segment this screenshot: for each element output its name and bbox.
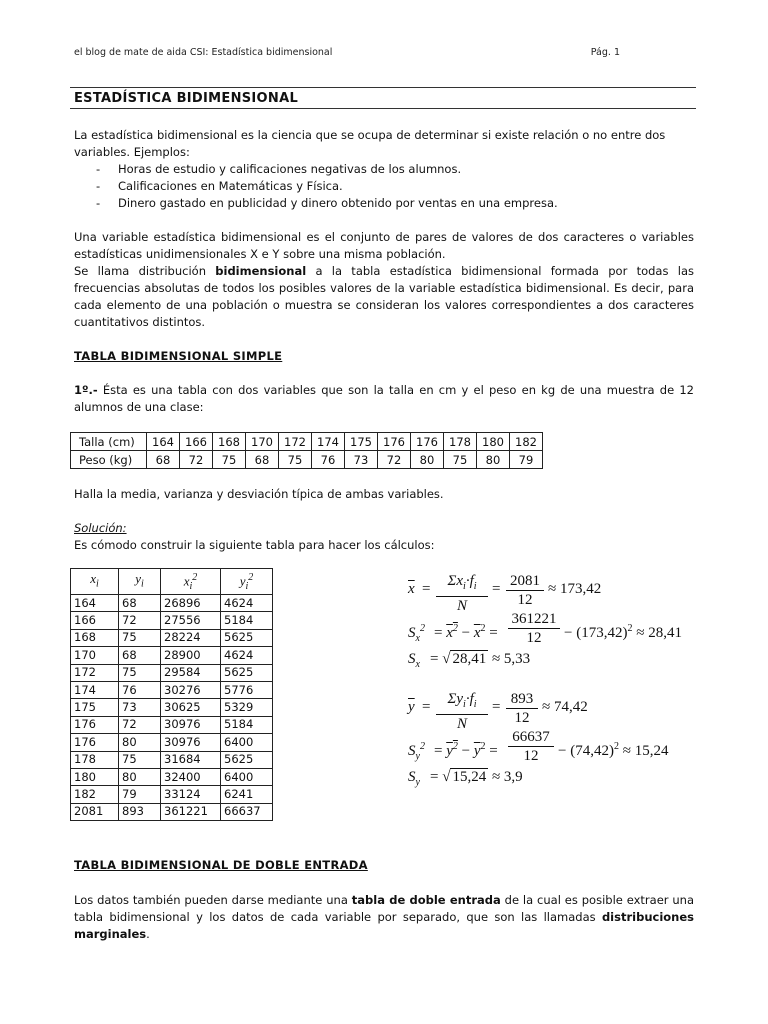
- calc-cell: 33124: [161, 786, 221, 803]
- calc-cell: 80: [119, 734, 161, 751]
- data-table-talla-peso: [70, 432, 543, 469]
- calc-cell: 75: [119, 629, 161, 646]
- calc-cell: 29584: [161, 664, 221, 681]
- peso-cell: 79: [510, 451, 543, 469]
- calc-cell: 4624: [221, 647, 273, 664]
- calc-cell: 79: [119, 786, 161, 803]
- calc-cell: 30976: [161, 716, 221, 733]
- calc-cell: 32400: [161, 768, 221, 785]
- calc-cell: 72: [119, 716, 161, 733]
- calc-cell: 178: [71, 751, 119, 768]
- table-row-peso: [71, 451, 543, 469]
- calc-cell: 4624: [221, 595, 273, 612]
- solution-label: Solución:: [74, 521, 127, 535]
- calc-cell: 80: [119, 768, 161, 785]
- page-number: Pág. 1: [590, 47, 620, 58]
- peso-cell: 73: [345, 451, 378, 469]
- table-row: [71, 664, 273, 681]
- peso-cell: 68: [246, 451, 279, 469]
- table-row: [71, 768, 273, 785]
- calc-cell: 5184: [221, 716, 273, 733]
- talla-cell: 176: [411, 433, 444, 451]
- calc-cell: 28224: [161, 629, 221, 646]
- calc-cell: 26896: [161, 595, 221, 612]
- peso-cell: 75: [444, 451, 477, 469]
- peso-cell: 75: [279, 451, 312, 469]
- term-bidimensional: bidimensional: [215, 264, 307, 278]
- talla-cell: 166: [180, 433, 213, 451]
- calc-cell: 27556: [161, 612, 221, 629]
- header-yi: $y_i$: [119, 569, 161, 595]
- calc-cell: 5184: [221, 612, 273, 629]
- peso-cell: 72: [378, 451, 411, 469]
- calc-cell: 68: [119, 647, 161, 664]
- table-row: [71, 595, 273, 612]
- calc-cell: 75: [119, 751, 161, 768]
- section-heading-simple: TABLA BIDIMENSIONAL SIMPLE: [74, 349, 283, 363]
- calc-cell: 2081: [71, 803, 119, 820]
- calc-cell: 5776: [221, 681, 273, 698]
- page-title: ESTADÍSTICA BIDIMENSIONAL: [74, 91, 299, 106]
- header-xi: $x_i$: [71, 569, 119, 595]
- calc-cell: 76: [119, 681, 161, 698]
- calc-cell: 6400: [221, 768, 273, 785]
- calc-cell: 30276: [161, 681, 221, 698]
- talla-cell: 168: [213, 433, 246, 451]
- section-heading-doble-entrada: TABLA BIDIMENSIONAL DE DOBLE ENTRADA: [74, 858, 368, 872]
- calc-table-header: [71, 569, 273, 595]
- table-row: [71, 629, 273, 646]
- calc-cell: 172: [71, 664, 119, 681]
- table-row: [71, 681, 273, 698]
- header-left: el blog de mate de aida CSI: Estadística bidimensional: [74, 47, 333, 58]
- calc-cell: 893: [119, 803, 161, 820]
- exercise-statement: 1º.- Ésta es una tabla con dos variables que son la talla en cm y el peso en kg de una muestra de 12 alumnos de una clase:: [74, 383, 694, 414]
- calc-cell: 168: [71, 629, 119, 646]
- calc-cell: 175: [71, 699, 119, 716]
- calc-cell: 164: [71, 595, 119, 612]
- calc-cell: 72: [119, 612, 161, 629]
- talla-cell: 175: [345, 433, 378, 451]
- row-label-talla: Talla (cm): [71, 433, 147, 451]
- final-paragraph: Los datos también pueden darse mediante una tabla de doble entrada de la cual es posible extraer una tabla bidimensional y los datos de cada variable por separado, que son las llamadas distribuciones marginales.: [74, 893, 695, 941]
- rule-top: [70, 87, 696, 88]
- calc-cell: 176: [71, 716, 119, 733]
- calc-cell: 176: [71, 734, 119, 751]
- calc-cell: 5625: [221, 751, 273, 768]
- peso-cell: 80: [411, 451, 444, 469]
- peso-cell: 75: [213, 451, 246, 469]
- calc-cell: 30625: [161, 699, 221, 716]
- exercise-question: Halla la media, varianza y desviación típica de ambas variables.: [74, 487, 444, 501]
- calc-cell: 5625: [221, 629, 273, 646]
- calc-cell: 6241: [221, 786, 273, 803]
- exercise-number: 1º.-: [74, 383, 98, 397]
- table-row: [71, 734, 273, 751]
- calc-cell: 68: [119, 595, 161, 612]
- calc-cell: 6400: [221, 734, 273, 751]
- table-row: [71, 786, 273, 803]
- table-row-talla: [71, 433, 543, 451]
- table-row: [71, 716, 273, 733]
- calc-cell: 66637: [221, 803, 273, 820]
- table-row: [71, 647, 273, 664]
- peso-cell: 76: [312, 451, 345, 469]
- calc-cell: 75: [119, 664, 161, 681]
- definition-paragraph-2: Se llama distribución bidimensional a la tabla estadística bidimensional formada por todas las frecuencias absolutas de todos los posibles valores de la variable estadística bidimensional. Es decir, para cada elemento de una población o muestra se consideran los valores correspondientes a dos caracteres cuantitativos distintos.: [74, 264, 694, 329]
- calc-cell: 174: [71, 681, 119, 698]
- calc-cell: 5625: [221, 664, 273, 681]
- talla-cell: 172: [279, 433, 312, 451]
- calc-cell: 182: [71, 786, 119, 803]
- calc-cell: 31684: [161, 751, 221, 768]
- term-tabla-doble-entrada: tabla de doble entrada: [351, 893, 501, 907]
- header-yi-squared: $y_i^2$: [221, 569, 273, 595]
- calculation-table: [70, 568, 273, 821]
- calc-cell: 5329: [221, 699, 273, 716]
- table-row: [71, 751, 273, 768]
- row-label-peso: Peso (kg): [71, 451, 147, 469]
- rule-title: [70, 108, 696, 109]
- calc-cell: 180: [71, 768, 119, 785]
- talla-cell: 176: [378, 433, 411, 451]
- talla-cell: 174: [312, 433, 345, 451]
- header-xi-squared: $x_i^2$: [161, 569, 221, 595]
- calc-cell: 166: [71, 612, 119, 629]
- table-row: [71, 612, 273, 629]
- intro-line1: La estadística bidimensional es la ciencia que se ocupa de determinar si existe relación o no entre dos: [74, 128, 666, 142]
- talla-cell: 170: [246, 433, 279, 451]
- peso-cell: 72: [180, 451, 213, 469]
- calc-cell: 170: [71, 647, 119, 664]
- talla-cell: 180: [477, 433, 510, 451]
- peso-cell: 80: [477, 451, 510, 469]
- talla-cell: 164: [147, 433, 180, 451]
- talla-cell: 182: [510, 433, 543, 451]
- peso-cell: 68: [147, 451, 180, 469]
- table-row-totals: [71, 803, 273, 820]
- talla-cell: 178: [444, 433, 477, 451]
- calc-cell: 30976: [161, 734, 221, 751]
- calc-cell: 73: [119, 699, 161, 716]
- definition-paragraph-1: Una variable estadística bidimensional es el conjunto de pares de valores de dos caracteres o variables estadísticas unidimensionales X e Y sobre una misma población.: [74, 230, 694, 261]
- intro-line2: variables. Ejemplos:: [74, 145, 190, 159]
- table-row: [71, 699, 273, 716]
- page-header: [74, 44, 694, 60]
- term-distribuciones-marginales: distribuciones marginales: [74, 910, 694, 941]
- solution-intro: Es cómodo construir la siguiente tabla para hacer los cálculos:: [74, 538, 435, 552]
- calc-cell: 28900: [161, 647, 221, 664]
- calc-cell: 361221: [161, 803, 221, 820]
